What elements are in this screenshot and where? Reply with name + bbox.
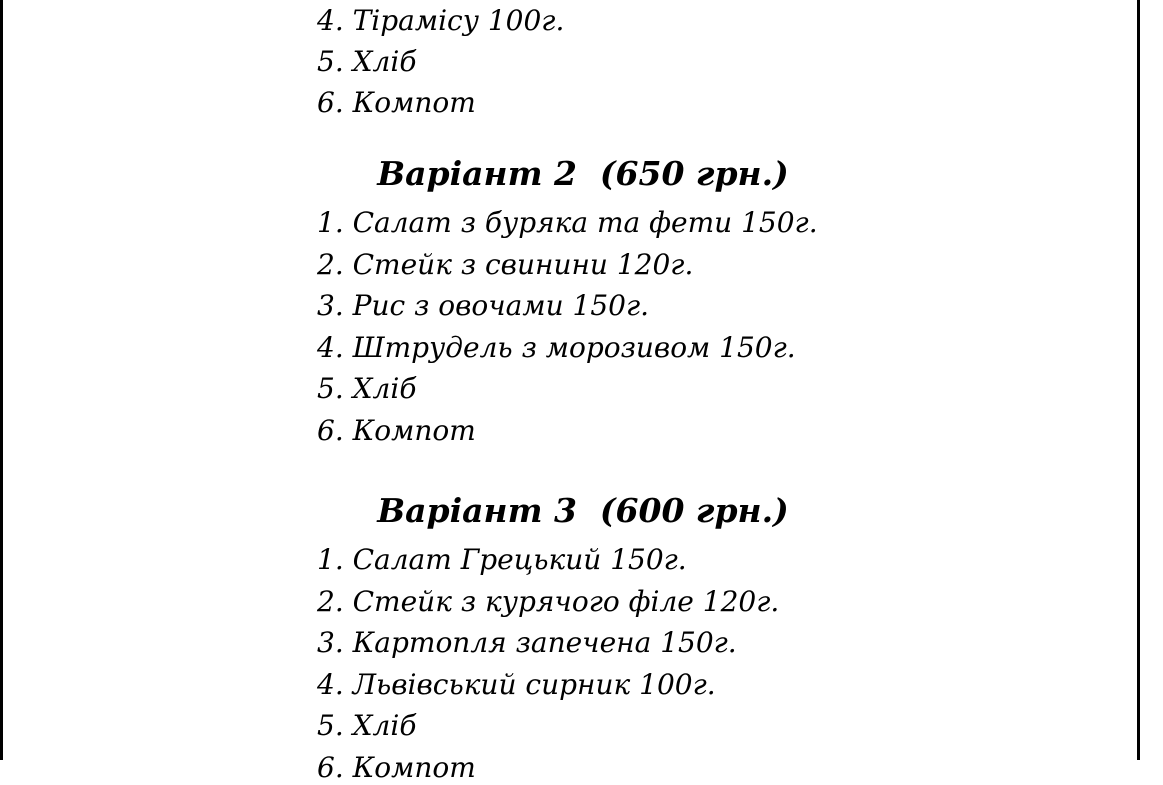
menu-item: 5. Хліб (317, 709, 417, 742)
menu-item: 4. Тірамісу 100г. (317, 4, 565, 37)
menu-item: 2. Стейк з свинини 120г. (317, 248, 694, 281)
menu-item: 3. Рис з овочами 150г. (317, 289, 650, 322)
menu-item: 1. Салат Грецький 150г. (317, 543, 687, 576)
menu-item: 6. Компот (317, 414, 476, 447)
menu-item: 1. Салат з буряка та фети 150г. (317, 206, 818, 239)
menu-item: 2. Стейк з курячого філе 120г. (317, 585, 780, 618)
menu-item: 5. Хліб (317, 372, 417, 405)
variant-2-heading: Варіант 2 (650 грн.) (377, 154, 789, 193)
menu-item: 6. Компот (317, 751, 476, 784)
variant-3-heading: Варіант 3 (600 грн.) (377, 491, 789, 530)
menu-item: 5. Хліб (317, 45, 417, 78)
menu-item: 4. Штрудель з морозивом 150г. (317, 331, 796, 364)
menu-item: 4. Львівський сирник 100г. (317, 668, 716, 701)
menu-item: 3. Картопля запечена 150г. (317, 626, 737, 659)
menu-item: 6. Компот (317, 86, 476, 119)
